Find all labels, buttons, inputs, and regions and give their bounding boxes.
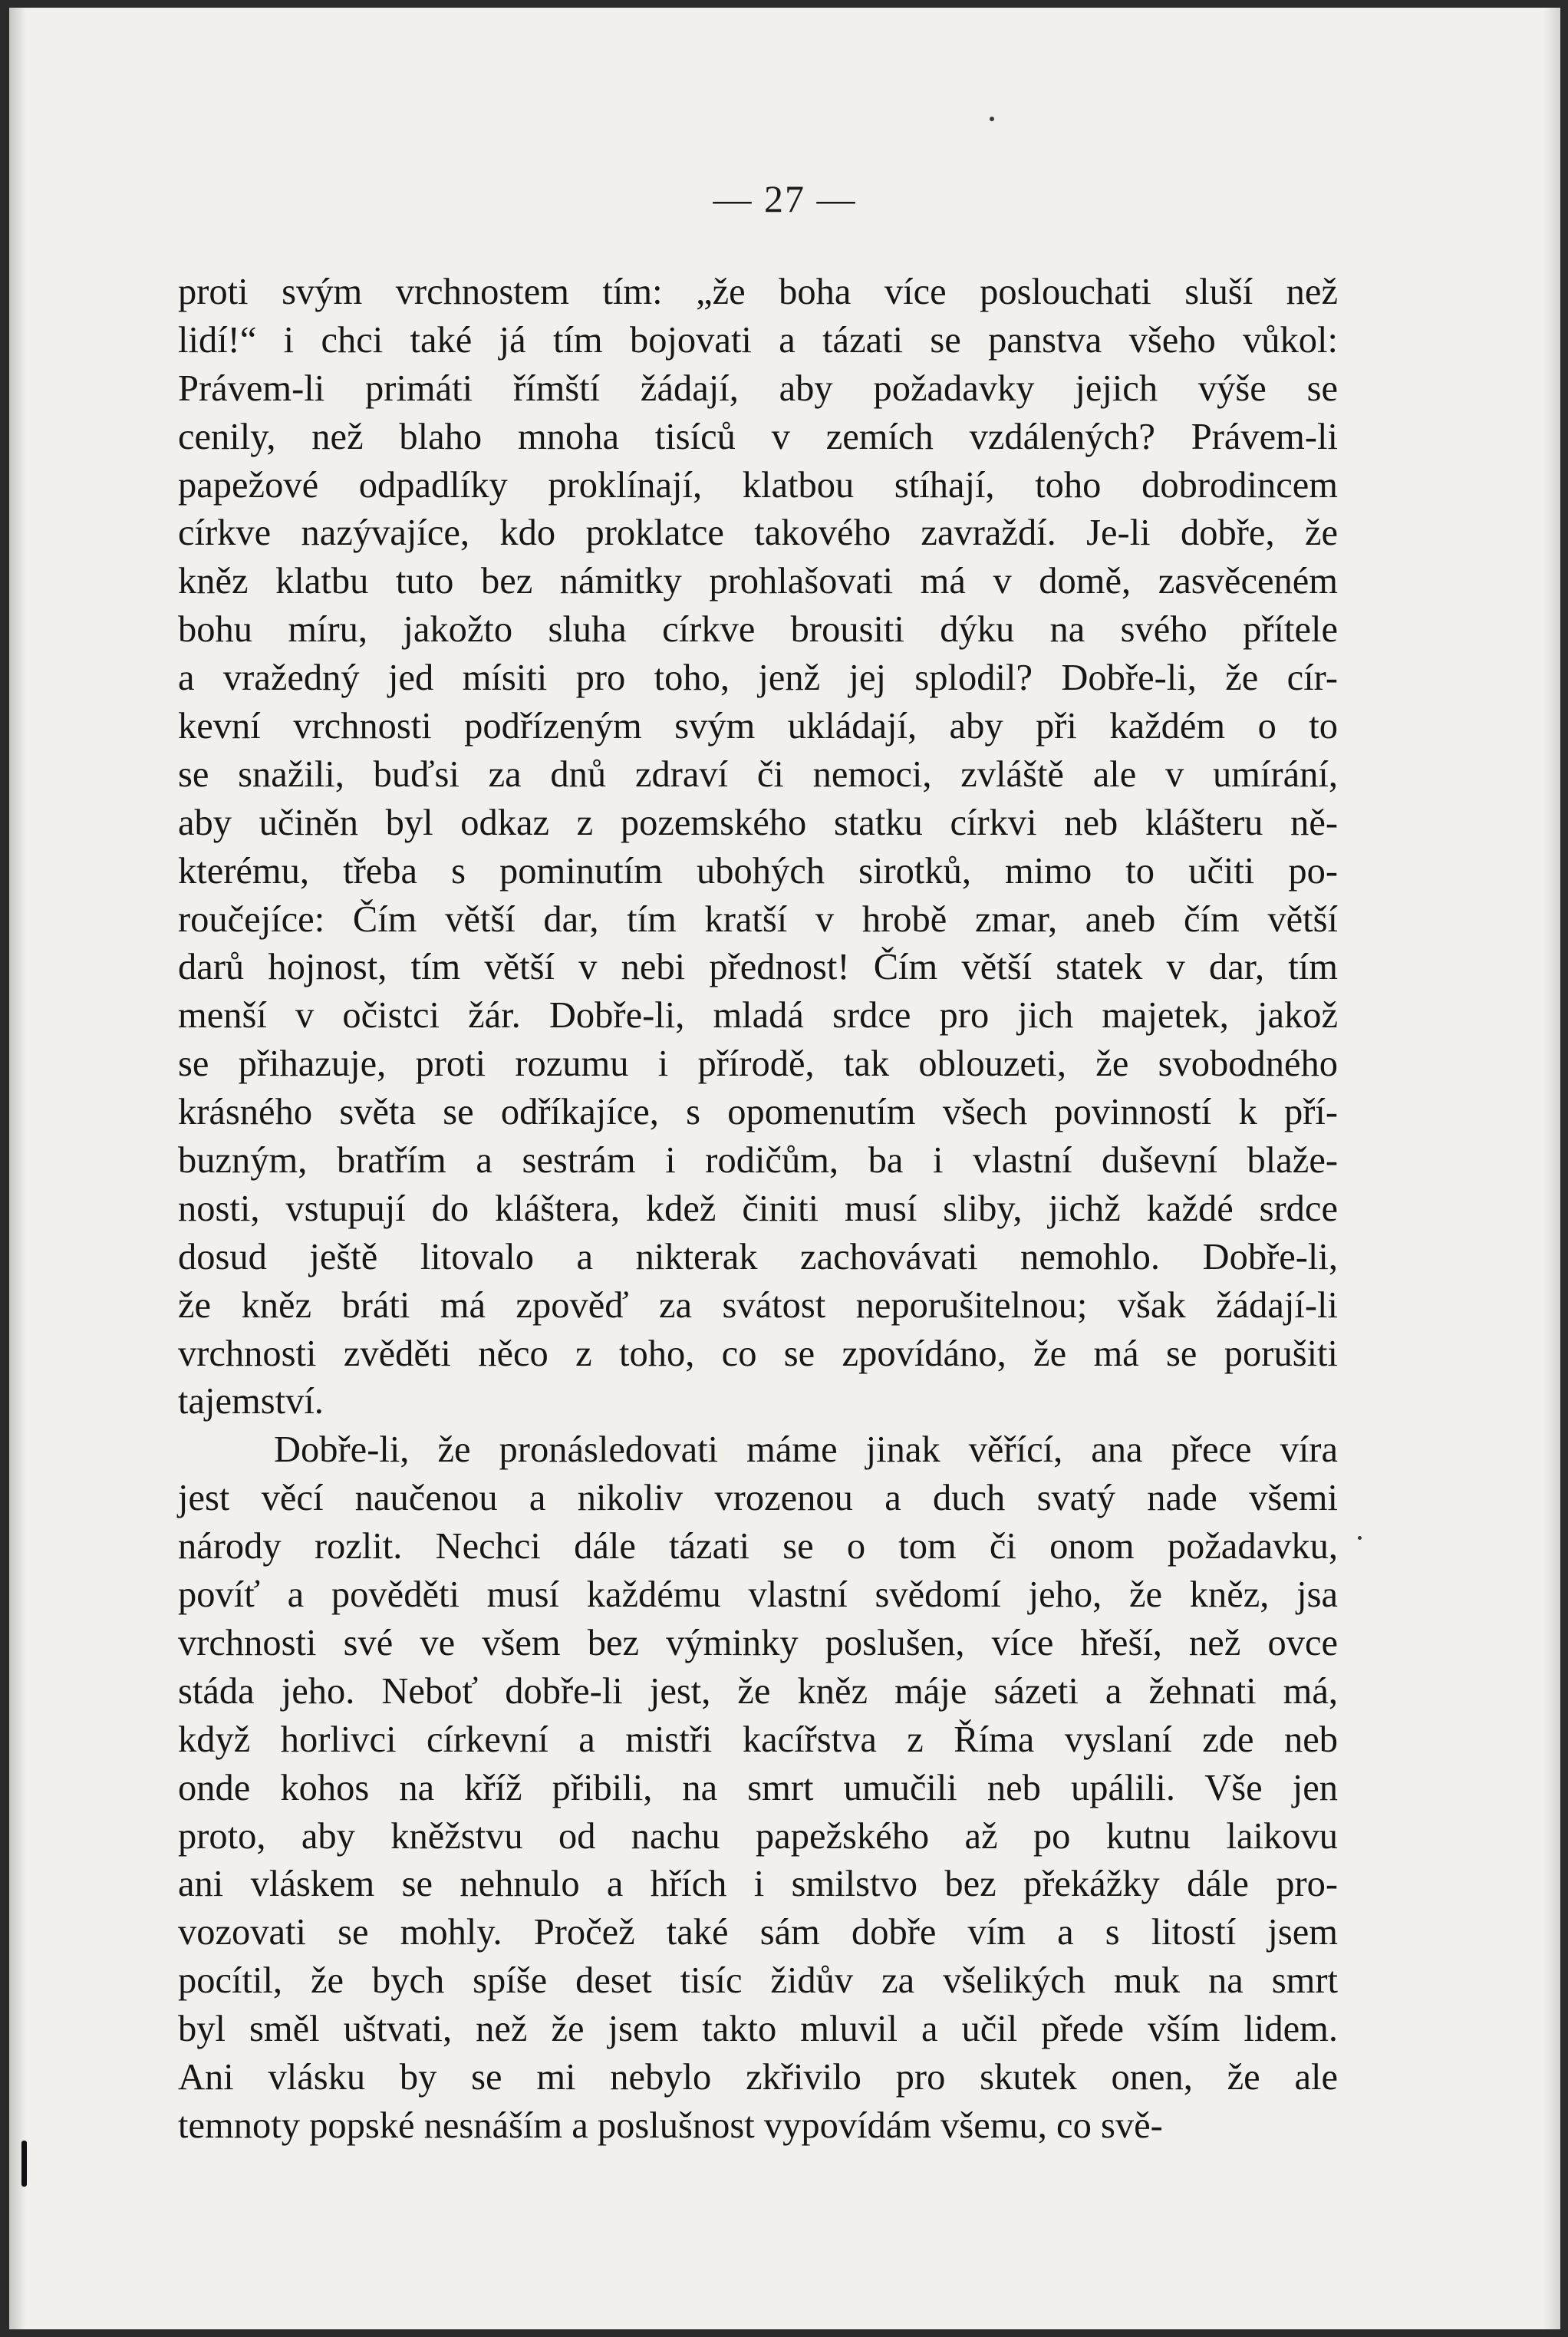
print-speck — [21, 2141, 27, 2187]
text-line: nosti, vstupují do kláštera, kdež činiti musí sliby, jichž každé srdce — [178, 1188, 1338, 1229]
text-line: se přihazuje, proti rozumu i přírodě, tak oblouzeti, že svobodného — [178, 1043, 1338, 1085]
text-line: jest věcí naučenou a nikoliv vrozenou a duch svatý nade všemi — [178, 1478, 1338, 1519]
paragraph — [178, 1426, 1338, 2150]
text-line: buzným, bratřím a sestrám i rodičům, ba i vlastní duševní blaže- — [178, 1140, 1338, 1182]
text-line: bohu míru, jakožto sluha církve brousiti dýku na svého přítele — [178, 609, 1338, 651]
text-line: národy rozlit. Nechci dále tázati se o tom či onom požadavku, — [178, 1526, 1338, 1567]
text-line: církve nazývajíce, kdo proklatce takového zavraždí. Je-li dobře, že — [178, 513, 1338, 554]
body-text — [178, 269, 1338, 2151]
book-page — [9, 8, 1560, 2329]
page-right-edge-shadow — [1543, 8, 1560, 2329]
text-line: stáda jeho. Neboť dobře-li jest, že kněz máje sázeti a žehnati má, — [178, 1670, 1338, 1712]
text-line: když horlivci církevní a mistři kacířstva z Říma vyslaní zde neb — [178, 1719, 1338, 1760]
text-line: kněz klatbu tuto bez námitky prohlašovati má v domě, zasvěceném — [178, 561, 1338, 602]
page-number: — 27 — — [713, 177, 857, 220]
text-line: proto, aby kněžstvu od nachu papežského až po kutnu laikovu — [178, 1815, 1338, 1857]
text-line: kterému, třeba s pominutím ubohých sirotků, mimo to učiti po- — [178, 850, 1338, 892]
text-line: aby učiněn byl odkaz z pozemského statku církvi neb klášteru ně- — [178, 802, 1338, 843]
text-line: pocítil, že bych spíše deset tisíc židův za všelikých muk na smrt — [178, 1960, 1338, 2002]
text-line: darů hojnost, tím větší v nebi přednost! Čím větší statek v dar, tím — [178, 947, 1338, 988]
text-line: vrchnosti zvěděti něco z toho, co se zpovídáno, že má se porušiti — [178, 1333, 1338, 1374]
text-line: dosud ještě litovalo a nikterak zachovávati nemohlo. Dobře-li, — [178, 1236, 1338, 1277]
text-line: Dobře-li, že pronásledovati máme jinak věřící, ana přece víra — [274, 1429, 1338, 1471]
text-line: tajemství. — [178, 1381, 324, 1422]
text-line: kevní vrchnosti podřízeným svým ukládají, aby při každém o to — [178, 706, 1338, 747]
text-line: vozovati se mohly. Pročež také sám dobře vím a s litostí jsem — [178, 1912, 1338, 1953]
text-line: roučejíce: Čím větší dar, tím kratší v hrobě zmar, aneb čím větší — [178, 898, 1338, 940]
text-line: onde kohos na kříž přibili, na smrt umučili neb upálili. Vše jen — [178, 1767, 1338, 1808]
text-line: lidí!“ i chci také já tím bojovati a tázati se panstva všeho vůkol: — [178, 319, 1338, 361]
paragraph — [178, 269, 1338, 1426]
page-left-edge-shadow — [9, 8, 26, 2329]
text-line: Právem-li primáti římští žádají, aby požadavky jejich výše se — [178, 368, 1338, 409]
text-line: papežové odpadlíky proklínají, klatbou stíhají, toho dobrodincem — [178, 464, 1338, 506]
text-line: se snažili, buďsi za dnů zdraví či nemoci, zvláště ale v umírání, — [178, 753, 1338, 795]
print-speck — [1358, 1536, 1362, 1540]
text-line: ani vláskem se nehnulo a hřích i smilstvo bez překážky dále pro- — [178, 1864, 1338, 1905]
text-line: proti svým vrchnostem tím: „že boha více poslouchati sluší než — [178, 272, 1338, 312]
text-line: temnoty popské nesnáším a poslušnost vypovídám všemu, co svě- — [178, 2105, 1163, 2146]
text-line: a vražedný jed mísiti pro toho, jenž jej splodil? Dobře-li, že cír- — [178, 658, 1338, 699]
text-line: že kněz bráti má zpověď za svátost neporušitelnou; však žádají-li — [178, 1284, 1338, 1326]
text-line: krásného světa se odříkajíce, s opomenutím všech povinností k pří- — [178, 1092, 1338, 1133]
text-line: vrchnosti své ve všem bez výminky poslušen, více hřeší, než ovce — [178, 1622, 1338, 1663]
text-line: povíť a pověděti musí každému vlastní svědomí jeho, že kněz, jsa — [178, 1574, 1338, 1616]
print-speck — [990, 117, 994, 121]
text-line: Ani vlásku by se mi nebylo zkřivilo pro skutek onen, že ale — [178, 2056, 1338, 2098]
text-line: cenily, než blaho mnoha tisíců v zemích vzdálených? Právem-li — [178, 416, 1338, 457]
text-line: byl směl uštvati, než že jsem takto mluvil a učil přede vším lidem. — [178, 2009, 1338, 2050]
text-line: menší v očistci žár. Dobře-li, mladá srdce pro jich majetek, jakož — [178, 995, 1338, 1037]
